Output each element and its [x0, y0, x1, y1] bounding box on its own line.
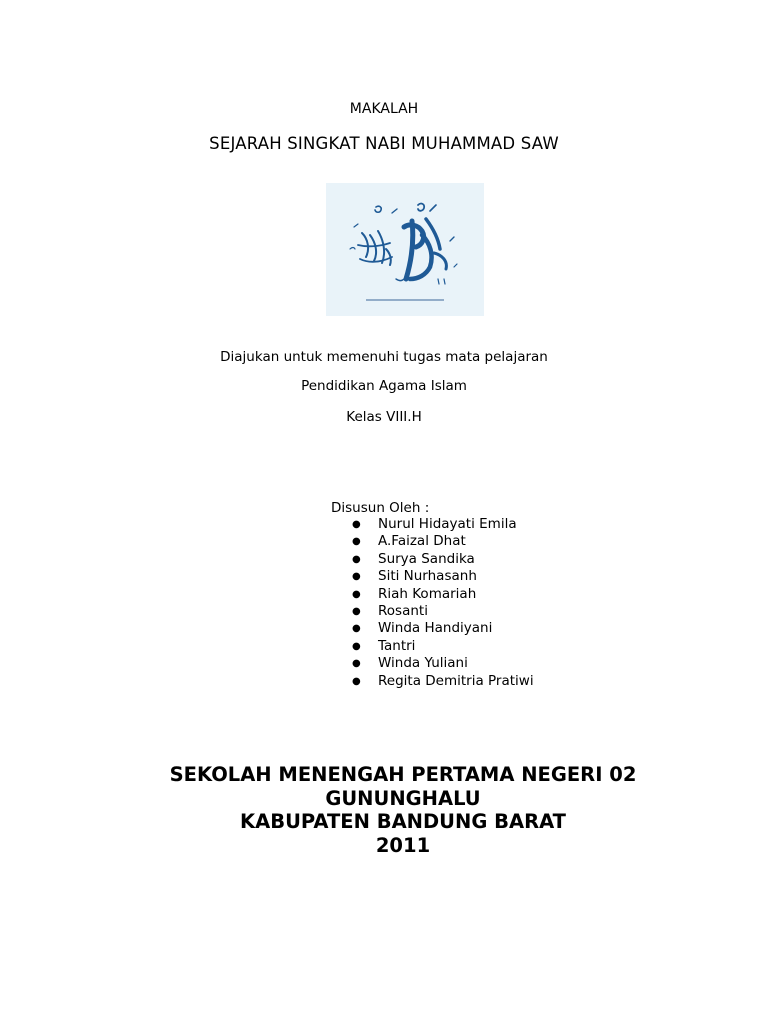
list-item [352, 603, 534, 620]
list-item [352, 655, 534, 672]
author-name: Siti Nurhasanh [378, 568, 477, 585]
bullet-icon: ● [352, 658, 361, 670]
list-item [352, 638, 534, 655]
author-name: Winda Handiyani [378, 620, 493, 637]
author-name: Surya Sandika [378, 550, 475, 567]
list-item [352, 533, 534, 550]
bullet-icon: ● [352, 675, 361, 687]
author-name: Riah Komariah [378, 585, 477, 602]
bullet-icon: ● [352, 588, 361, 600]
bullet-icon: ● [352, 605, 361, 617]
author-name: Tantri [378, 637, 416, 654]
bullet-icon: ● [352, 519, 361, 530]
authors-label: Disusun Oleh : [331, 500, 430, 516]
author-name: Regita Demitria Pratiwi [378, 672, 534, 689]
school-name-line2: GUNUNGHALU [325, 786, 481, 810]
author-name: Winda Yuliani [378, 655, 468, 672]
author-name: Nurul Hidayati Emila [378, 516, 517, 532]
bullet-icon: ● [352, 553, 361, 565]
school-year: 2011 [375, 833, 431, 857]
doc-title: SEJARAH SINGKAT NABI MUHAMMAD SAW [209, 134, 559, 153]
list-item [352, 620, 534, 637]
list-item [352, 568, 534, 585]
subject-text: Pendidikan Agama Islam [301, 378, 467, 394]
list-item [352, 551, 534, 568]
class-text: Kelas VIII.H [346, 409, 422, 425]
list-item [352, 586, 534, 603]
purpose-text: Diajukan untuk memenuhi tugas mata pelajaran [220, 349, 548, 365]
list-item [352, 516, 534, 533]
list-item [352, 673, 534, 690]
school-block [0, 763, 768, 857]
author-name: Rosanti [378, 602, 428, 619]
school-regency: KABUPATEN BANDUNG BARAT [240, 810, 566, 833]
author-name: A.Faizal Dhat [378, 533, 466, 550]
school-name-line1: SEKOLAH MENENGAH PERTAMA NEGERI 02 [169, 763, 637, 786]
authors-list [352, 516, 534, 690]
muhammad-calligraphy-icon [326, 183, 484, 316]
doc-type-label: MAKALAH [349, 101, 419, 117]
bullet-icon: ● [352, 571, 361, 583]
bullet-icon: ● [352, 623, 361, 635]
bullet-icon: ● [352, 640, 361, 652]
bullet-icon: ● [352, 536, 361, 548]
